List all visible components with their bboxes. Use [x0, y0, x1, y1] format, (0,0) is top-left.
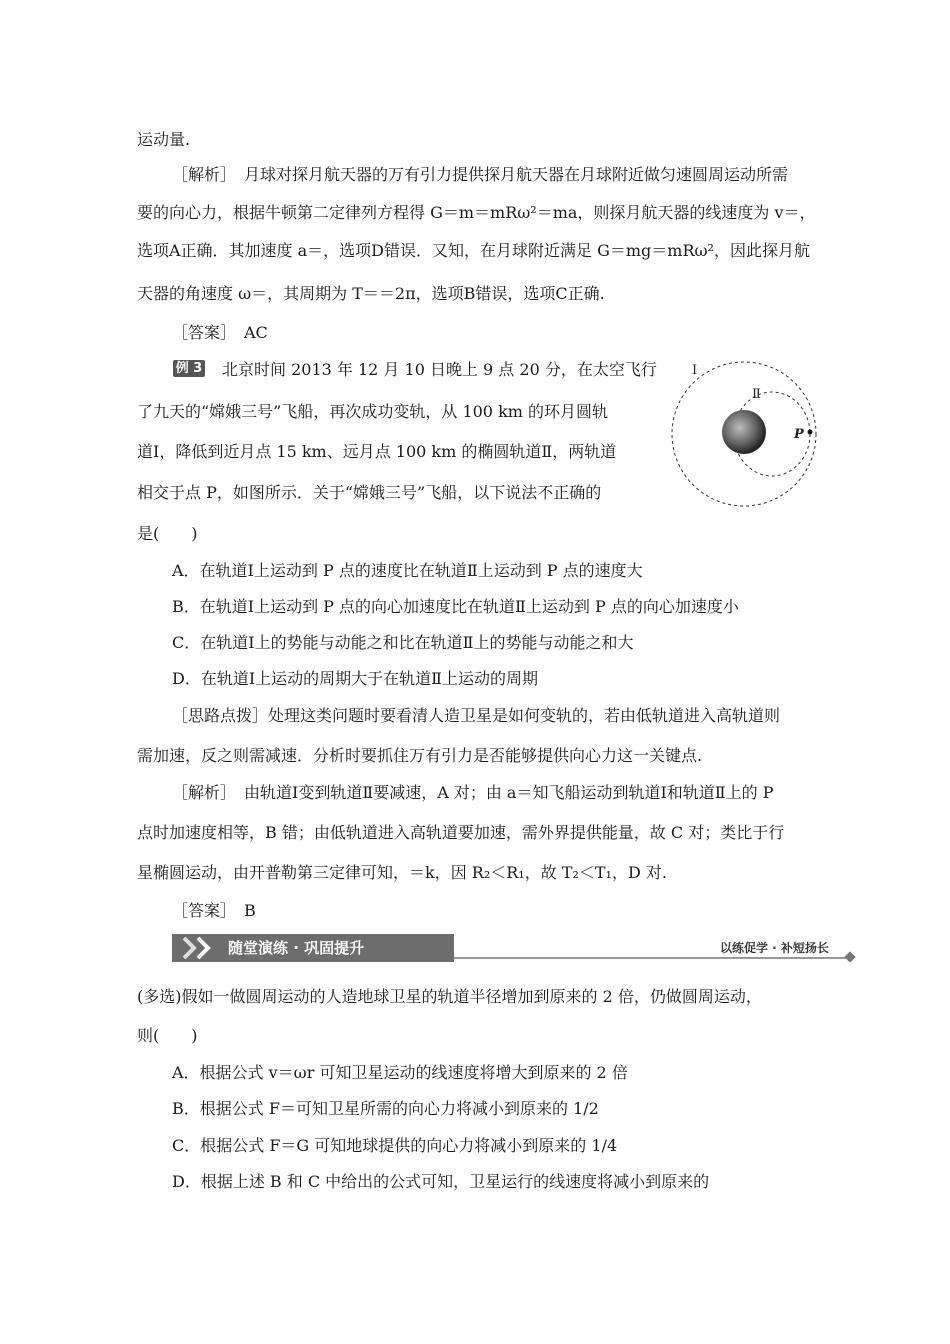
chevron-right-icon [180, 934, 220, 962]
text-line: 选项A正确．其加速度 a＝，选项D错误．又知，在月球附近满足 G＝mg＝mRω²，因此探月航 [137, 241, 810, 260]
question-line: 则( ) [137, 1026, 198, 1045]
text-line: 运动量. [137, 130, 191, 149]
analysis-line: 点时加速度相等，B 错；由低轨道进入高轨道要加速，需外界提供能量，故 C 对；类比于行 [137, 823, 785, 842]
example-text: 了九天的“嫦娥三号”飞船，再次成功变轨，从 100 km 的环月圆轨 [137, 402, 609, 421]
label-orbit-1: Ⅰ [692, 363, 698, 378]
example-text: 北京时间 2013 年 12 月 10 日晚上 9 点 20 分，在太空飞行 [222, 360, 657, 379]
hint-line: ［思路点拨］处理这类问题时要看清人造卫星是如何变轨的，若由低轨道进入高轨道则 [172, 706, 781, 725]
hint-line: 需加速，反之则需减速．分析时要抓住万有引力是否能够提供向心力这一关键点. [137, 746, 703, 765]
label-orbit-2: Ⅱ [752, 387, 761, 402]
question-option-b: B．根据公式 F＝可知卫星所需的向心力将减小到原来的 1/2 [172, 1099, 599, 1118]
orbit-diagram [664, 354, 824, 518]
banner-title: 随堂演练 · 巩固提升 [228, 939, 365, 957]
answer-line: ［答案］ B [172, 901, 256, 920]
option-d: D．在轨道Ⅰ上运动的周期大于在轨道Ⅱ上运动的周期 [172, 669, 539, 688]
option-a: A．在轨道Ⅰ上运动到 P 点的速度比在轨道Ⅱ上运动到 P 点的速度大 [172, 561, 643, 580]
option-b: B．在轨道Ⅰ上运动到 P 点的向心加速度比在轨道Ⅱ上运动到 P 点的向心加速度小 [172, 597, 739, 616]
example-text: 是( ) [137, 524, 198, 543]
moon-icon [722, 410, 766, 454]
question-option-d: D．根据上述 B 和 C 中给出的公式可知，卫星运行的线速度将减小到原来的 [172, 1172, 710, 1191]
question-option-c: C．根据公式 F＝G 可知地球提供的向心力将减小到原来的 1/4 [172, 1136, 618, 1155]
analysis-line: 星椭圆运动，由开普勒第三定律可知，＝k，因 R₂＜R₁，故 T₂＜T₁，D 对. [137, 863, 667, 882]
banner-divider [454, 957, 846, 959]
analysis-line: ［解析］ 由轨道Ⅰ变到轨道Ⅱ要减速，A 对；由 a＝知飞船运动到轨道Ⅰ和轨道Ⅱ上的 P [172, 783, 774, 802]
banner-slogan: 以练促学 · 补短扬长 [720, 941, 829, 955]
example-text: 道Ⅰ，降低到近月点 15 km、远月点 100 km 的椭圆轨道Ⅱ，两轨道 [137, 442, 617, 461]
option-c: C．在轨道Ⅰ上的势能与动能之和比在轨道Ⅱ上的势能与动能之和大 [172, 633, 634, 652]
text-line: 要的向心力，根据牛顿第二定律列方程得 G＝m＝mRω²＝ma，则探月航天器的线速度为 v＝， [137, 203, 816, 222]
example-badge: 例 3 [173, 360, 205, 377]
text-line: 天器的角速度 ω＝，其周期为 T＝＝2π，选项B错误，选项C正确. [137, 284, 605, 303]
label-point-p: P [794, 427, 804, 442]
point-p-marker [808, 430, 813, 435]
question-line: (多选)假如一做圆周运动的人造地球卫星的轨道半径增加到原来的 2 倍，仍做圆周运动， [137, 987, 762, 1006]
analysis-line: ［解析］ 月球对探月航天器的万有引力提供探月航天器在月球附近做匀速圆周运动所需 [172, 165, 789, 184]
answer-line: ［答案］ AC [172, 323, 268, 342]
example-text: 相交于点 P，如图所示．关于“嫦娥三号”飞船，以下说法不正确的 [137, 483, 602, 502]
diamond-icon [844, 951, 855, 962]
question-option-a: A．根据公式 v＝ωr 可知卫星运动的线速度将增大到原来的 2 倍 [172, 1063, 628, 1082]
